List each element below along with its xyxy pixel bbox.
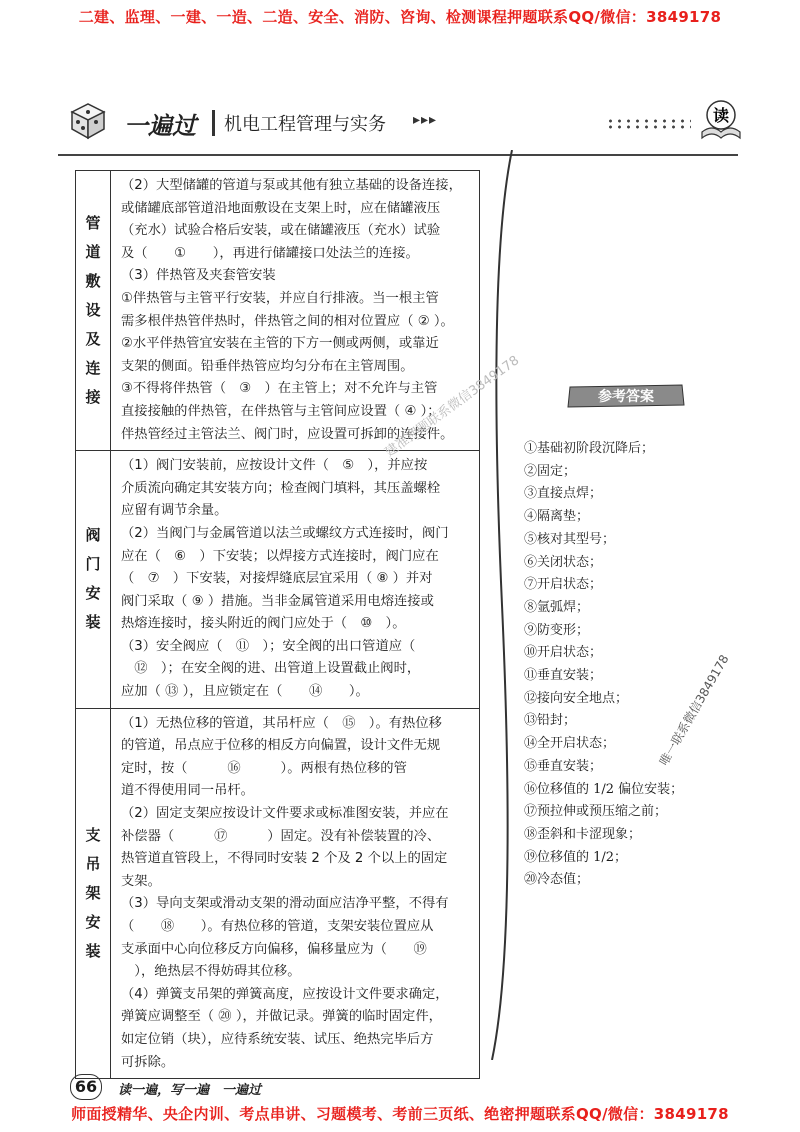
category-char: 设 [85, 301, 101, 320]
category-char: 接 [85, 388, 101, 407]
content-cell [111, 708, 480, 1079]
content-line: 介质流向确定其安装方向；检查阀门填料，其压盖螺栓 [121, 480, 441, 496]
content-line: ③不得将伴热管（ ③ ）在主管上；对不允许与主管 [121, 381, 438, 397]
category-char: 连 [85, 359, 101, 378]
content-line: 热熔连接时，接头附近的阀门应处于（ ⑩ ）。 [121, 616, 406, 632]
content-line: 定时，按（ ⑯ ）。两根有热位移的管 [121, 760, 407, 776]
answer-item: ③直接点焊； [524, 486, 603, 502]
answer-item: ⑫接向安全地点； [524, 690, 629, 706]
top-banner: 二建、监理、一建、一造、二造、安全、消防、咨询、检测课程押题联系QQ/微信：3849178 [78, 8, 722, 26]
content-line: 阀门采取（ ⑨ ）措施。当非金属管道采用电熔连接或 [121, 593, 434, 609]
content-line: 可拆除。 [121, 1054, 175, 1070]
page-number: 66 [70, 1074, 102, 1100]
answer-item: ⑱歪斜和卡涩现象； [524, 826, 642, 842]
answer-item: ⑲位移值的 1/2； [524, 849, 628, 865]
answer-item: ⑨防变形； [524, 622, 590, 638]
column-divider-curve [482, 150, 522, 1060]
answer-item: ⑯位移值的 1/2 偏位安装； [524, 781, 684, 797]
category-label [76, 209, 110, 412]
content-line: ），绝热层不得妨碍其位移。 [121, 964, 301, 980]
content-line: 补偿器（ ⑰ ）固定。没有补偿装置的冷、 [121, 828, 441, 844]
answer-item: ⑥关闭状态； [524, 554, 603, 570]
content-line: 如定位销（块），应待系统安装、试压、绝热完毕后方 [121, 1031, 434, 1047]
content-line: （3）伴热管及夹套管安装 [121, 268, 276, 284]
content-line: 道不得使用同一吊杆。 [121, 783, 254, 799]
table-row [76, 171, 480, 451]
content-line: （2）当阀门与金属管道以法兰或螺纹方式连接时，阀门 [121, 525, 449, 541]
category-cell [76, 171, 111, 451]
category-char: 安 [85, 584, 101, 603]
category-char: 装 [85, 613, 101, 632]
table-row [76, 451, 480, 709]
content-line: 应加（ ⑬ ），且应锁定在（ ⑭ ）。 [121, 684, 369, 700]
read-book-icon [698, 96, 744, 142]
answer-item: ②固定； [524, 463, 577, 479]
answer-item: ⑳冷态值； [524, 872, 590, 888]
content-line: 热管道直管段上，不得同时安装 2 个及 2 个以上的固定 [121, 851, 448, 867]
content-line: （4）弹簧支吊架的弹簧高度，应按设计文件要求确定， [121, 986, 449, 1002]
answer-item: ⑮垂直安装； [524, 758, 603, 774]
page-header [58, 92, 748, 154]
bottom-banner: 师面授精华、央企内训、考点串讲、习题模考、考前三页纸、绝密押题联系QQ/微信：3849178 [71, 1105, 729, 1123]
answer-title: 参考答案 [598, 389, 654, 405]
category-char: 及 [85, 330, 101, 349]
content-line: 支承面中心向位移反方向偏移，偏移量应为（ ⑲ [121, 941, 427, 957]
table-row [76, 708, 480, 1079]
content-line: 伴热管经过主管法兰、阀门时，应设置可拆卸的连接件。 [121, 426, 454, 442]
content-line: 及（ ① ），再进行储罐接口处法兰的连接。 [121, 245, 419, 261]
content-line: 直接接触的伴热管，在伴热管与主管间应设置（ ④ ）； [121, 403, 441, 419]
answer-item: ⑬铅封； [524, 713, 577, 729]
content-line: （1）无热位移的管道，其吊杆应（ ⑮ ）。有热位移 [121, 715, 442, 731]
category-char: 架 [85, 883, 101, 902]
answer-title-badge [566, 383, 686, 409]
category-char: 道 [85, 243, 101, 262]
category-char: 吊 [85, 854, 101, 873]
content-line: 应在（ ⑥ ）下安装；以焊接方式连接时，阀门应在 [121, 548, 439, 564]
category-label [76, 821, 110, 966]
content-line: 弹簧应调整至（ ⑳ ），并做记录。弹簧的临时固定件， [121, 1009, 442, 1025]
content-line: （ ⑦ ）下安装，对接焊缝底层宜采用（ ⑧ ）并对 [121, 571, 433, 587]
content-line: ⑫ ）；在安全阀的进、出管道上设置截止阀时， [121, 661, 421, 677]
header-rule [58, 154, 738, 156]
category-char: 敷 [85, 272, 101, 291]
answer-item: ⑭全开启状态； [524, 736, 616, 752]
category-label [76, 521, 110, 637]
category-char: 支 [85, 825, 101, 844]
content-line: 或储罐底部管道沿地面敷设在支架上时，应在储罐液压 [121, 200, 441, 216]
watermark: 唯一联系微信3849178 [656, 652, 732, 768]
content-line: 支架。 [121, 873, 161, 889]
content-line: （3）安全阀应（ ⑪ ）；安全阀的出口管道应（ [121, 638, 416, 654]
content-line: 应留有调节余量。 [121, 503, 228, 519]
content-line: （充水）试验合格后安装，或在储罐液压（充水）试验 [121, 223, 441, 239]
category-cell [76, 708, 111, 1079]
dotted-decoration [606, 118, 691, 130]
arrows-icon: ▸▸▸ [413, 112, 438, 128]
answer-item: ⑪垂直安装； [524, 668, 603, 684]
answer-item: ⑰预拉伸或预压缩之前； [524, 804, 668, 820]
content-table [75, 170, 480, 1079]
answer-list [524, 438, 683, 892]
footer-slogan: 读一遍，写一遍 一遍过 [118, 1083, 262, 1098]
content-line: （ ⑱ ）。有热位移的管道，支架安装位置应从 [121, 919, 434, 934]
category-char: 阀 [85, 526, 101, 545]
answer-item: ⑩开启状态； [524, 645, 603, 661]
content-line: （2）大型储罐的管道与泵或其他有独立基础的设备连接， [121, 178, 462, 193]
content-cell [111, 171, 480, 451]
content-line: 需多根伴热管伴热时，伴热管之间的相对位置应（ ② ）。 [121, 313, 454, 329]
answer-item: ①基础初阶段沉降后； [524, 441, 655, 456]
dice-logo-icon [66, 98, 110, 142]
category-char: 安 [85, 912, 101, 931]
book-title: 机电工程管理与实务 [224, 114, 386, 135]
content-line: （2）固定支架应按设计文件要求或标准图安装，并应在 [121, 806, 449, 822]
content-line: 支架的侧面。铅垂伴热管应均匀分布在主管周围。 [121, 358, 414, 374]
content-cell [111, 451, 480, 709]
answer-item: ⑤核对其型号； [524, 531, 616, 547]
answer-item: ⑦开启状态； [524, 577, 603, 593]
content-line: ①伴热管与主管平行安装，并应自行排液。当一根主管 [121, 290, 439, 306]
content-line: （1）阀门安装前，应按设计文件（ ⑤ ），并应按 [121, 458, 428, 474]
content-line: （3）导向支架或滑动支架的滑动面应洁净平整，不得有 [121, 896, 449, 912]
read-char: 读 [712, 106, 730, 125]
brand-name: 一遍过 [124, 112, 196, 140]
category-char: 门 [85, 555, 101, 574]
category-char: 装 [85, 941, 101, 960]
category-cell [76, 451, 111, 709]
watermark: 建准押题联系微信3849178 [382, 353, 523, 461]
answer-item: ⑧氩弧焊； [524, 599, 590, 615]
brand-divider [212, 110, 215, 136]
content-line: 的管道，吊点应于位移的相反方向偏置，设计文件无规 [121, 738, 441, 754]
category-char: 管 [85, 214, 101, 233]
answer-item: ④隔离垫； [524, 509, 590, 525]
content-line: ②水平伴热管宜安装在主管的下方一侧或两侧，或靠近 [121, 336, 439, 352]
